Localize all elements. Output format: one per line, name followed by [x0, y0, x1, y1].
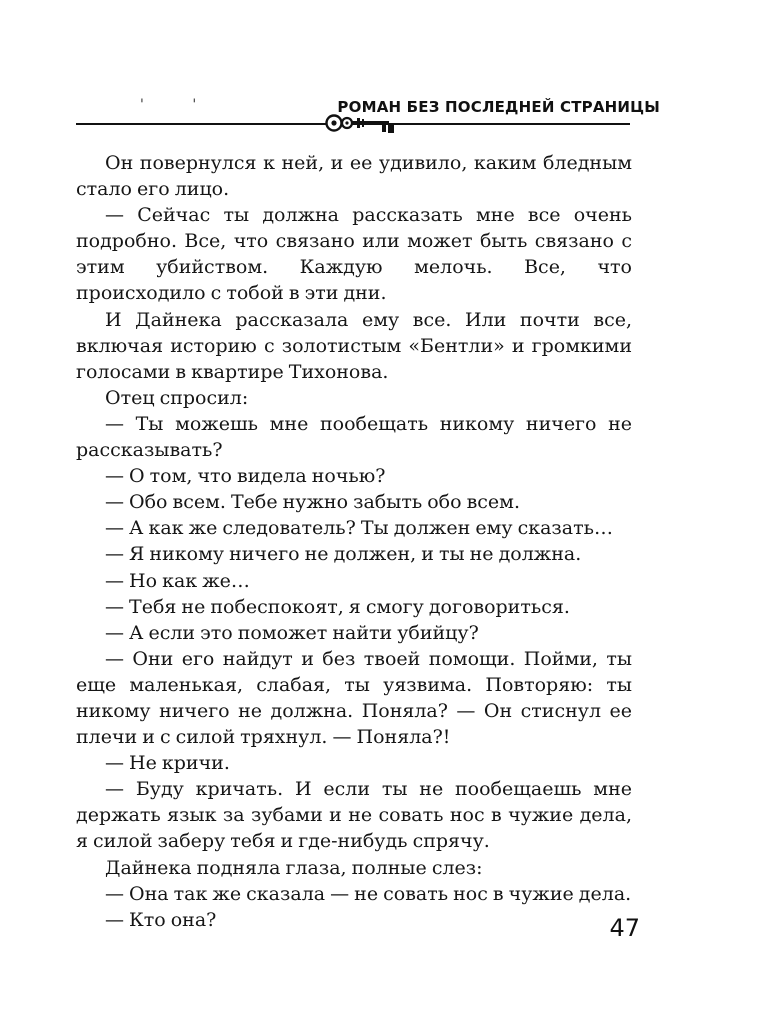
body-text [76, 150, 632, 933]
paragraph: — Буду кричать. И если ты не пообещаешь мне держать язык за зубами и не совать нос в чужие дела, я силой заберу тебя и где-нибудь спрячу. [76, 778, 632, 853]
paragraph: — Не кричи. [105, 752, 230, 775]
paragraph: Дайнека подняла глаза, полные слез: [105, 856, 483, 879]
paragraph: — Я никому ничего не должен, и ты не должна. [105, 543, 582, 566]
paragraph: — Она так же сказала — не совать нос в чужие дела. [105, 882, 632, 905]
printer-mark: ' [192, 97, 197, 113]
paragraph: — Тебя не побеспокоят, я смогу договориться. [105, 595, 570, 618]
paragraph: Он повернулся к ней, и ее удивило, каким бледным стало его лицо. [76, 152, 632, 201]
paragraph: Отец спросил: [105, 386, 249, 409]
paragraph: — Но как же… [105, 569, 250, 592]
paragraph: — А как же следователь? Ты должен ему сказать… [105, 517, 613, 540]
paragraph: — Они его найдут и без твоей помощи. Пойми, ты еще маленькая, слабая, ты уязвима. Повторяю: ты никому ничего не должна. Поняла? — Он стиснул ее плечи и с силой тряхнул. — Поняла?! [76, 647, 632, 749]
page-number: 47 [609, 914, 640, 942]
paragraph: — Кто она? [105, 908, 217, 931]
printer-mark: ' [140, 97, 144, 113]
paragraph: И Дайнека рассказала ему все. Или почти все, включая историю с золотистым «Бентли» и громкими голосами в квартире Тихонова. [76, 308, 632, 383]
paragraph: — Обо всем. Тебе нужно забыть обо всем. [105, 491, 520, 514]
printer-marks [140, 97, 240, 113]
paragraph: — Ты можешь мне пообещать никому ничего не рассказывать? [76, 412, 632, 462]
paragraph: — О том, что видела ночью? [105, 465, 386, 488]
paragraph: — А если это поможет найти убийцу? [105, 621, 479, 644]
paragraph: — Сейчас ты должна рассказать мне все очень подробно. Все, что связано или может быть связано с этим убийством. Каждую мелочь. Все, что происходило с тобой в эти дни. [76, 204, 632, 305]
key-icon [324, 111, 400, 135]
running-title: РОМАН БЕЗ ПОСЛЕДНЕЙ СТРАНИЦЫ [337, 98, 660, 116]
